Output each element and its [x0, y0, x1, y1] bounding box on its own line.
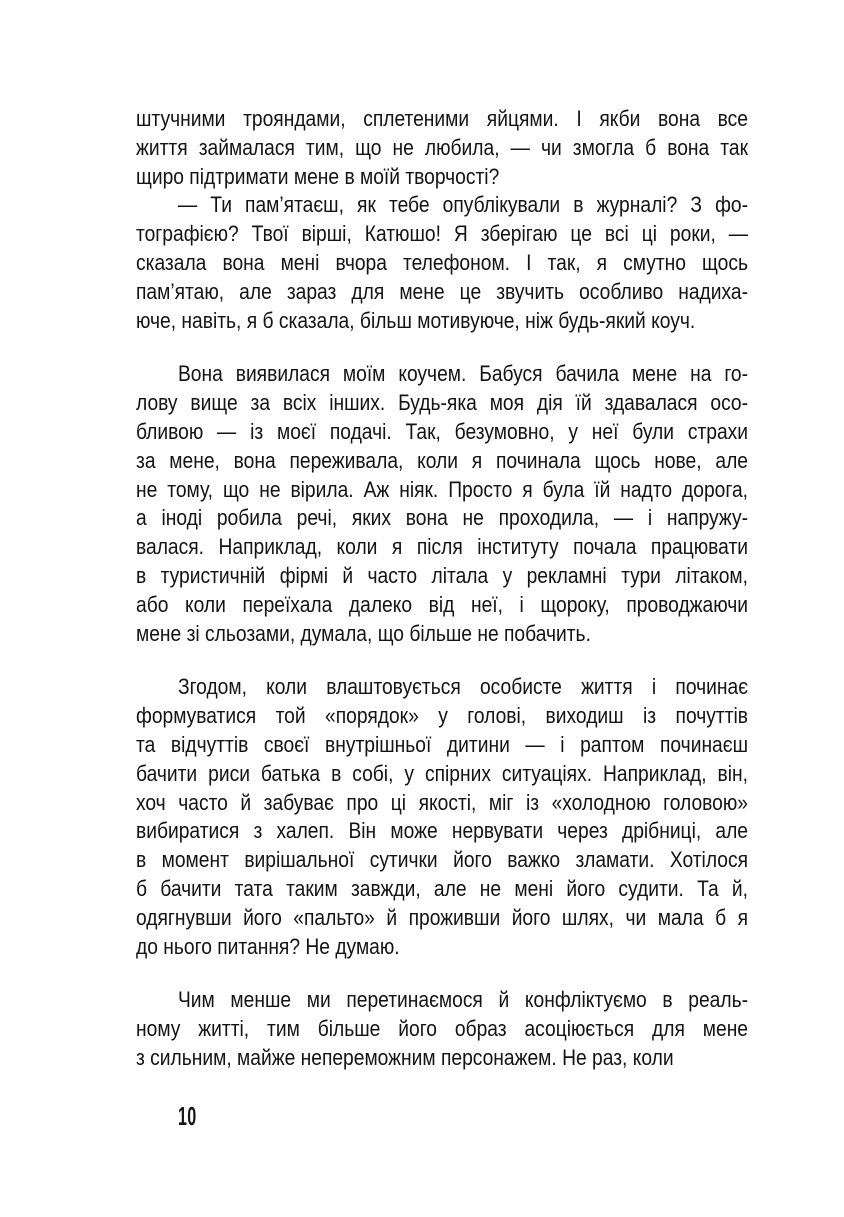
text-line: валася. Наприклад, коли я після інституту почала працювати [136, 534, 749, 560]
text-line: не тому, що не вірила. Аж ніяк. Просто я була їй надто дорога, [136, 476, 749, 502]
paragraph [136, 191, 748, 335]
text-line: одягнувши його «пальто» й проживши його шлях, чи мала б я [136, 904, 749, 930]
text-line: або коли переїхала далеко від неї, і щороку, проводжаючи [136, 591, 749, 617]
text-line: мене зі сльозами, думала, що більше не побачить. [136, 620, 591, 646]
text-line: юче, навіть, я б сказала, більш мотивуюче, ніж будь-який коуч. [136, 307, 696, 333]
text-line: хоч часто й забуває про ці якості, міг із «холодною головою» [136, 789, 749, 815]
text-line: Вона виявилася моїм коучем. Бабуся бачила мене на го- [177, 361, 749, 387]
text-line: до нього питання? Не думаю. [136, 933, 400, 959]
text-line: Чим менше ми перетинаємося й конфліктуємо в реаль- [177, 987, 749, 1013]
text-line: пам’ятаю, але зараз для мене це звучить особливо надиха- [136, 278, 749, 304]
text-line: бачити риси батька в собі, у спірних ситуаціях. Наприклад, він, [136, 760, 749, 786]
text-line: тографією? Твої вірші, Катюшо! Я зберігаю це всі ці роки, — [136, 221, 749, 247]
page-text-block [136, 105, 748, 1073]
text-line: — Ти пам’ятаєш, як тебе опублікували в журналі? З фо- [177, 192, 749, 218]
text-line: сказала вона мені вчора телефоном. І так, я смутно щось [136, 249, 749, 275]
text-line: ному житті, тим більше його образ асоціюється для мене [136, 1016, 749, 1042]
text-line: бливою — із моєї подачі. Так, безумовно, у неї були страхи [136, 418, 749, 444]
text-line: лову вище за всіх інших. Будь-яка моя дія їй здавалася осо- [136, 390, 749, 416]
paragraph [136, 360, 748, 648]
text-line: в туристичній фірмі й часто літала у рекламні тури літаком, [136, 562, 749, 588]
text-line: штучними трояндами, сплетеними яйцями. І якби вона все [136, 106, 749, 131]
text-line: життя займалася тим, що не любила, — чи змогла б вона так [136, 134, 749, 160]
text-line: за мене, вона переживала, коли я починала щось нове, але [136, 447, 749, 473]
text-line: в момент вирішальної сутички його важко зламати. Хотілося [136, 847, 749, 873]
paragraph [136, 986, 748, 1072]
text-line: Згодом, коли влаштовується особисте життя і починає [177, 674, 749, 700]
paragraph [136, 105, 748, 191]
text-line: формуватися той «порядок» у голові, виходиш із почуттів [136, 703, 749, 729]
text-line: вибиратися з халеп. Він може нервувати через дрібниці, але [136, 818, 749, 844]
text-line: з сильним, майже непереможним персонажем. Не раз, коли [136, 1044, 674, 1070]
text-line: щиро підтримати мене в моїй творчості? [136, 163, 500, 189]
text-line: та відчуттів своєї внутрішньої дитини — і раптом починаєш [136, 731, 749, 757]
text-line: б бачити тата таким завжди, але не мені його судити. Та й, [136, 875, 749, 901]
text-line: а іноді робила речі, яких вона не проходила, — і напружу- [136, 505, 749, 531]
page-number: 10 [178, 1101, 197, 1131]
paragraph [136, 673, 748, 961]
